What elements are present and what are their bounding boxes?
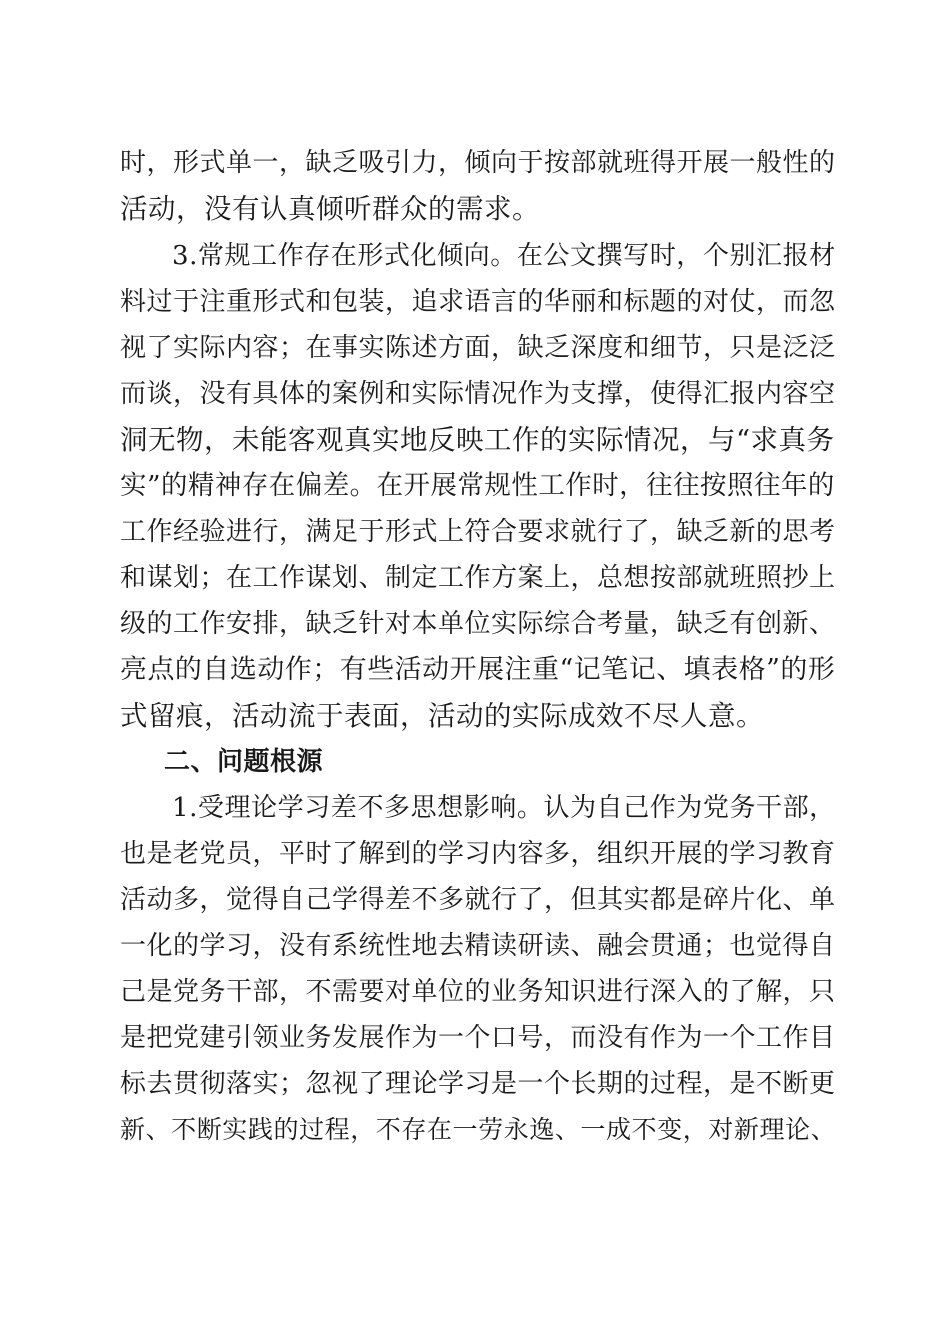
body-text-line: 式留痕，活动流于表面，活动的实际成效不尽人意。 (120, 700, 764, 732)
body-text-line: 一化的学习，没有系统性地去精读研读、融会贯通；也觉得自 (120, 931, 836, 961)
body-text-line: 和谋划；在工作谋划、制定工作方案上，总想按部就班照抄上 (120, 563, 836, 593)
body-text-line: 料过于注重形式和包装，追求语言的华丽和标题的对仗，而忽 (120, 287, 836, 317)
body-text-line: 级的工作安排，缺乏针对本单位实际综合考量，缺乏有创新、 (120, 609, 836, 639)
body-text-line: 亮点的自选动作；有些活动开展注重“记笔记、填表格”的形 (120, 654, 836, 685)
body-text-line: 工作经验进行，满足于形式上符合要求就行了，缺乏新的思考 (120, 517, 836, 547)
body-text-line: 时，形式单一，缺乏吸引力，倾向于按部就班得开展一般性的 (120, 148, 836, 178)
body-text-line: 而谈，没有具体的案例和实际情况作为支撑，使得汇报内容空 (120, 379, 836, 409)
section-heading: 二、问题根源 (164, 747, 324, 777)
body-text-line: 新、不断实践的过程，不存在一劳永逸、一成不变，对新理论、 (120, 1115, 837, 1144)
paragraph-first-line: 1.受理论学习差不多思想影响。认为自己作为党务干部， (172, 793, 836, 823)
body-text-line: 标去贯彻落实；忽视了理论学习是一个长期的过程，是不断更 (120, 1069, 836, 1099)
body-text-line: 活动多，觉得自己学得差不多就行了，但其实都是碎片化、单 (120, 885, 836, 915)
paragraph-first-line: 3.常规工作存在形式化倾向。在公文撰写时，个别汇报材 (172, 241, 836, 271)
body-text-line: 洞无物，未能客观真实地反映工作的实际情况，与“求真务 (120, 424, 835, 456)
body-text-line: 己是党务干部，不需要对单位的业务知识进行深入的了解，只 (120, 977, 836, 1007)
body-text-line: 是把党建引领业务发展作为一个口号，而没有作为一个工作目 (120, 1023, 836, 1053)
body-text-line: 活动，没有认真倾听群众的需求。 (120, 193, 540, 225)
body-text-line: 实”的精神存在偏差。在开展常规性工作时，往往按照往年的 (120, 470, 835, 501)
body-text-line: 视了实际内容；在事实陈述方面，缺乏深度和细节，只是泛泛 (120, 333, 836, 363)
body-text-line: 也是老党员，平时了解到的学习内容多，组织开展的学习教育 (120, 839, 836, 869)
